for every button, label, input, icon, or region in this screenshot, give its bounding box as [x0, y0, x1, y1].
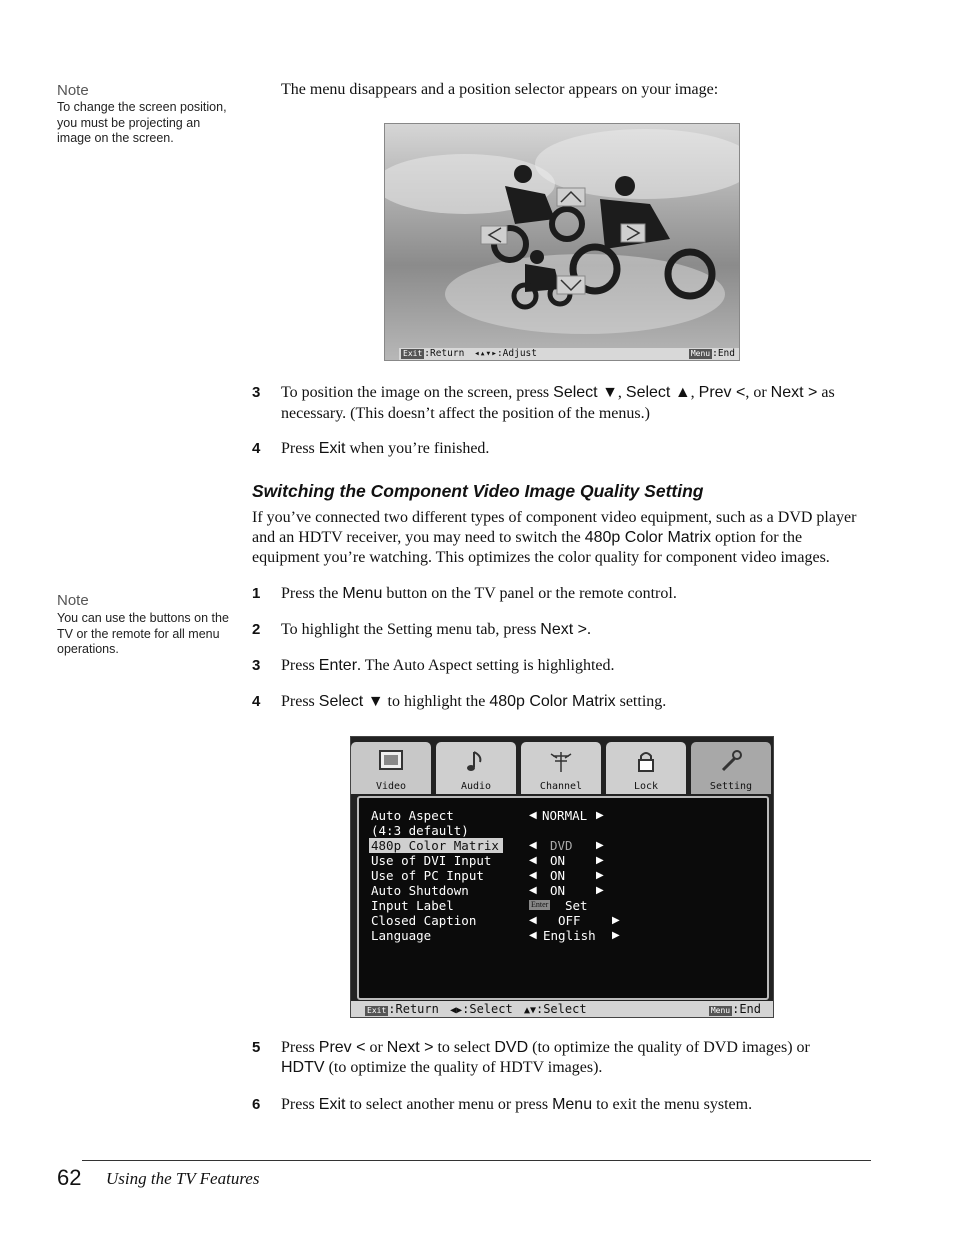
tab-setting[interactable]: Setting — [691, 742, 771, 794]
section-heading: Switching the Component Video Image Quality Setting — [252, 481, 704, 501]
select-label: :Select — [462, 1002, 513, 1016]
step-number: 5 — [252, 1039, 261, 1056]
lock-icon — [632, 748, 660, 774]
return-label: :Return — [424, 348, 465, 359]
menu-row-auto-shutdown[interactable]: Auto Shutdown — [371, 883, 469, 898]
section-paragraph: If you’ve connected two different types of component video equipment, such as a DVD player and an HDTV receiver, you may need to switch the 480p Color Matrix option for the equipment you’re watching. This optimizes the color quality for component video images. — [252, 509, 857, 566]
right-arrow-icon: ▶ — [596, 885, 604, 896]
step-text: To highlight the Setting menu tab, press Next >. — [281, 621, 591, 638]
value-off: OFF — [558, 913, 581, 928]
menu-status-bar — [351, 1001, 773, 1017]
page-number: 62 — [57, 1165, 82, 1190]
step-text: To position the image on the screen, press Select ▼, Select ▲, Prev <, or Next > as — [281, 384, 835, 401]
setting-panel — [357, 796, 769, 1000]
menu-row-input-label[interactable]: Input Label — [371, 898, 454, 913]
adjust-label: :Adjust — [496, 348, 537, 359]
right-arrow-icon: ▶ — [612, 930, 620, 941]
video-icon — [377, 748, 405, 774]
exit-key-icon: Exit — [403, 349, 423, 358]
step-number: 1 — [252, 585, 261, 602]
intro-text: The menu disappears and a position selector appears on your image: — [281, 81, 719, 98]
step-text: Press Prev < or Next > to select DVD (to optimize the quality of DVD images) or HDTV (to optimize the quality of HDTV images). — [281, 1039, 810, 1076]
step-number: 6 — [252, 1096, 261, 1113]
step-text: Press Select ▼ to highlight the 480p Color Matrix setting. — [281, 693, 667, 710]
left-right-arrows-icon: ◀▶ — [450, 1005, 463, 1016]
right-arrow-icon: ▶ — [596, 840, 604, 851]
end-label: :End — [712, 348, 735, 359]
menu-row-dvi-input[interactable]: Use of DVI Input — [371, 853, 492, 868]
menu-row-language[interactable]: Language — [371, 928, 432, 943]
value-on: ON — [550, 883, 566, 898]
step-text-line2: necessary. (This doesn’t affect the position of the menus.) — [281, 405, 650, 422]
left-arrow-icon: ◀ — [529, 930, 537, 941]
right-arrow-icon: ▶ — [596, 810, 604, 821]
step-text: Press Enter. The Auto Aspect setting is highlighted. — [281, 657, 615, 674]
footer-title: Using the TV Features — [106, 1169, 260, 1188]
step-number: 2 — [252, 621, 261, 638]
note-heading-1: Note — [57, 82, 89, 99]
menu-row-sublabel: (4:3 default) — [371, 823, 469, 838]
photo-status-bar — [399, 348, 739, 360]
left-arrow-icon: ◀ — [529, 870, 537, 881]
menu-key-icon: Menu — [710, 1006, 731, 1015]
left-arrow-icon: ◀ — [529, 885, 537, 896]
antenna-icon — [547, 748, 575, 774]
step-number: 4 — [252, 440, 261, 457]
position-selector-image — [384, 123, 740, 361]
value-english: English — [543, 928, 596, 943]
step-number: 3 — [252, 384, 261, 401]
music-note-icon — [462, 748, 490, 774]
step-text: Press Exit when you’re finished. — [281, 440, 490, 457]
arrows-icon: ◂▴▾▸ — [474, 348, 497, 359]
tab-video[interactable]: Video — [351, 742, 431, 794]
menu-row-480p-color-matrix[interactable]: 480p Color Matrix — [369, 838, 503, 853]
return-label: :Return — [388, 1002, 439, 1016]
left-arrow-icon: ◀ — [529, 840, 537, 851]
note-heading-2: Note — [57, 592, 89, 609]
wrench-icon — [717, 748, 745, 774]
value-set: Set — [565, 898, 588, 913]
setting-menu-screenshot — [350, 736, 774, 1018]
step-text: Press the Menu button on the TV panel or the remote control. — [281, 585, 677, 602]
right-arrow-icon: ▶ — [612, 915, 620, 926]
end-label: :End — [732, 1002, 761, 1016]
select-label: :Select — [535, 1002, 587, 1016]
value-normal: NORMAL — [542, 808, 588, 823]
right-arrow-icon: ▶ — [596, 855, 604, 866]
step-number: 3 — [252, 657, 261, 674]
right-arrow-icon: ▶ — [596, 870, 604, 881]
left-arrow-icon: ◀ — [529, 915, 537, 926]
value-on: ON — [550, 853, 566, 868]
up-down-arrows-icon: ▲▼ — [523, 1005, 536, 1016]
left-arrow-icon: ◀ — [529, 855, 537, 866]
footer-rule — [82, 1160, 871, 1161]
tab-audio[interactable]: Audio — [436, 742, 516, 794]
menu-row-auto-aspect[interactable]: Auto Aspect — [371, 808, 454, 823]
value-on: ON — [550, 868, 566, 883]
note-text-1: To change the screen position, you must be projecting an image on the screen. — [57, 100, 227, 145]
note-text-2: You can use the buttons on the TV or the remote for all menu operations. — [57, 611, 229, 656]
menu-key-icon: Menu — [690, 349, 711, 358]
menu-row-closed-caption[interactable]: Closed Caption — [371, 913, 477, 928]
value-dvd: DVD — [550, 838, 573, 853]
motocross-photo — [385, 124, 739, 348]
tab-channel[interactable]: Channel — [521, 742, 601, 794]
exit-key-icon: Exit — [367, 1006, 387, 1015]
step-text: Press Exit to select another menu or press Menu to exit the menu system. — [281, 1096, 753, 1113]
enter-key-icon: Enter — [531, 900, 549, 909]
tab-lock[interactable]: Lock — [606, 742, 686, 794]
menu-row-pc-input[interactable]: Use of PC Input — [371, 868, 484, 883]
step-number: 4 — [252, 693, 261, 710]
left-arrow-icon: ◀ — [529, 810, 537, 821]
